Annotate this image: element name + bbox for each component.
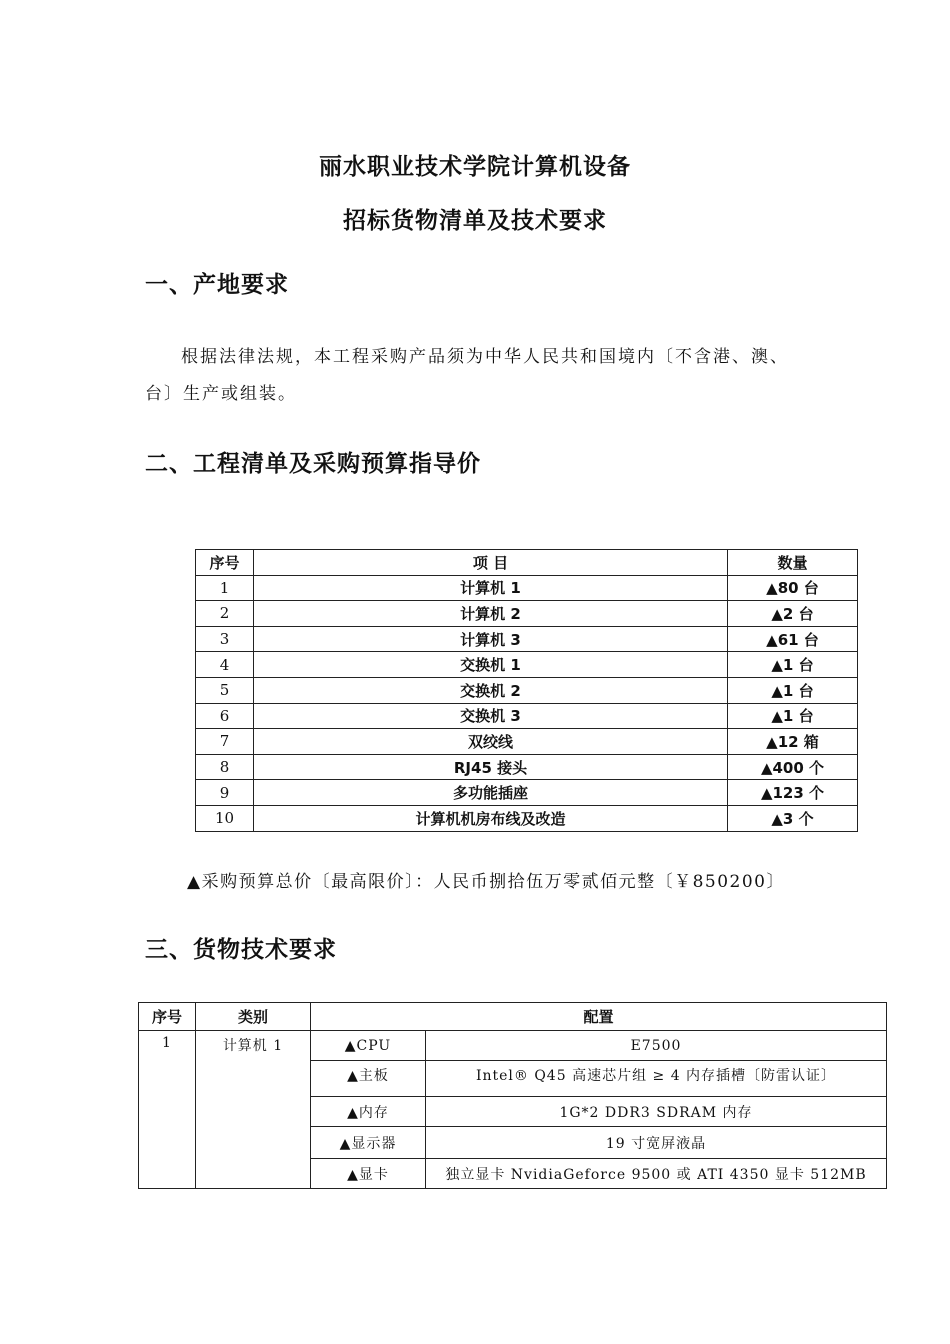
row-number: 4 <box>196 652 254 678</box>
row-item: 交换机 1 <box>254 652 728 678</box>
table-row <box>196 805 858 831</box>
row-quantity: ▲1 台 <box>728 652 858 678</box>
row-item: 计算机机房布线及改造 <box>254 805 728 831</box>
table-row <box>196 703 858 729</box>
group-category: 计算机 1 <box>196 1031 311 1189</box>
table-row <box>196 780 858 806</box>
row-quantity: ▲123 个 <box>728 780 858 806</box>
row-number: 6 <box>196 703 254 729</box>
row-quantity: ▲80 台 <box>728 575 858 601</box>
section-3-heading: 三、货物技术要求 <box>145 937 337 963</box>
spec-value: Intel® Q45 高速芯片组 ≥ 4 内存插槽〔防雷认证〕 <box>426 1061 887 1097</box>
row-item: 多功能插座 <box>254 780 728 806</box>
row-quantity: ▲400 个 <box>728 754 858 780</box>
document-title-line-1: 丽水职业技术学院计算机设备 <box>319 154 631 180</box>
budget-note: ▲采购预算总价〔最高限价〕：人民币捌拾伍万零贰佰元整〔￥850200〕 <box>187 872 785 892</box>
section-1-paragraph-line-2: 台〕生产或组装。 <box>145 384 297 404</box>
group-number: 1 <box>139 1031 196 1189</box>
table-row <box>196 652 858 678</box>
column-header-category: 类别 <box>196 1003 311 1031</box>
row-number: 9 <box>196 780 254 806</box>
column-header-no: 序号 <box>196 550 254 576</box>
document-title-line-2: 招标货物清单及技术要求 <box>343 208 607 234</box>
column-header-config: 配置 <box>311 1003 887 1031</box>
spec-name: ▲CPU <box>311 1031 426 1061</box>
spec-name: ▲显卡 <box>311 1159 426 1189</box>
table-row <box>196 677 858 703</box>
section-1-paragraph-line-1: 根据法律法规，本工程采购产品须为中华人民共和国境内〔不含港、澳、 <box>181 347 789 367</box>
row-quantity: ▲1 台 <box>728 703 858 729</box>
table-row <box>196 601 858 627</box>
row-number: 1 <box>196 575 254 601</box>
row-number: 3 <box>196 626 254 652</box>
table-header-row <box>196 550 858 576</box>
section-2-heading: 二、工程清单及采购预算指导价 <box>145 451 481 477</box>
row-number: 8 <box>196 754 254 780</box>
row-number: 10 <box>196 805 254 831</box>
spec-name: ▲显示器 <box>311 1127 426 1159</box>
spec-name: ▲主板 <box>311 1061 426 1097</box>
table-header-row <box>139 1003 887 1031</box>
table-row <box>196 626 858 652</box>
spec-value: E7500 <box>426 1031 887 1061</box>
table-row <box>196 575 858 601</box>
row-quantity: ▲61 台 <box>728 626 858 652</box>
column-header-quantity: 数量 <box>728 550 858 576</box>
row-item: 计算机 2 <box>254 601 728 627</box>
technical-requirements-table <box>138 1002 887 1189</box>
procurement-list-table <box>195 549 858 832</box>
spec-name: ▲内存 <box>311 1097 426 1127</box>
column-header-item: 项 目 <box>254 550 728 576</box>
row-item: 双绞线 <box>254 729 728 755</box>
row-item: 交换机 2 <box>254 677 728 703</box>
row-item: RJ45 接头 <box>254 754 728 780</box>
row-quantity: ▲1 台 <box>728 677 858 703</box>
table-row <box>139 1031 887 1061</box>
row-quantity: ▲12 箱 <box>728 729 858 755</box>
table-row <box>196 754 858 780</box>
spec-value: 1G*2 DDR3 SDRAM 内存 <box>426 1097 887 1127</box>
column-header-no: 序号 <box>139 1003 196 1031</box>
spec-value: 独立显卡 NvidiaGeforce 9500 或 ATI 4350 显卡 512MB <box>426 1159 887 1189</box>
row-quantity: ▲3 个 <box>728 805 858 831</box>
row-item: 交换机 3 <box>254 703 728 729</box>
row-item: 计算机 1 <box>254 575 728 601</box>
row-number: 5 <box>196 677 254 703</box>
row-item: 计算机 3 <box>254 626 728 652</box>
section-1-heading: 一、产地要求 <box>145 272 289 298</box>
spec-value: 19 寸宽屏液晶 <box>426 1127 887 1159</box>
table-row <box>196 729 858 755</box>
row-number: 2 <box>196 601 254 627</box>
row-quantity: ▲2 台 <box>728 601 858 627</box>
row-number: 7 <box>196 729 254 755</box>
